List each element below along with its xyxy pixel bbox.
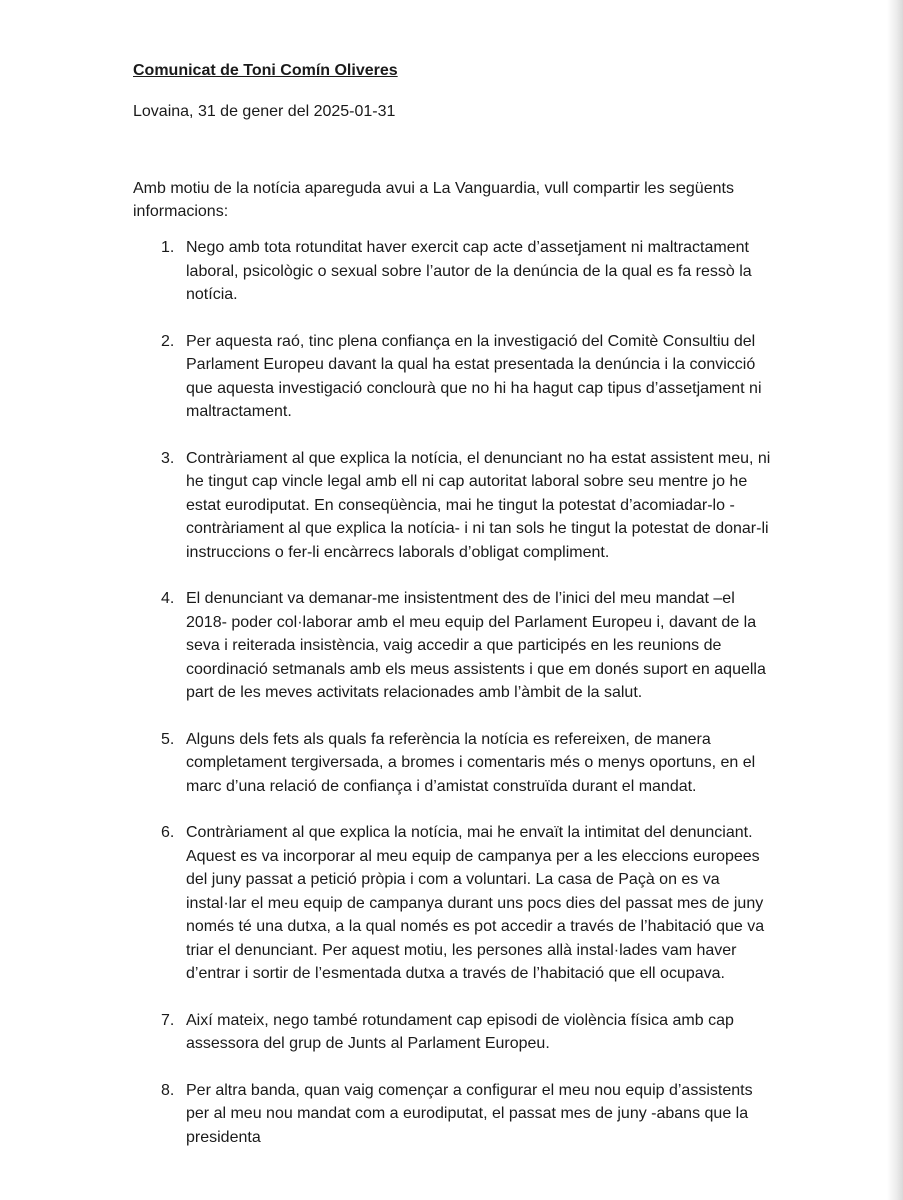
intro-paragraph: Amb motiu de la notícia apareguda avui a La Vanguardia, vull compartir les següents informacions:	[133, 180, 734, 220]
list-item-number: 4.	[161, 590, 175, 607]
dateline: Lovaina, 31 de gener del 2025-01-31	[133, 103, 396, 120]
list-item	[133, 236, 773, 307]
list-item	[133, 1009, 773, 1056]
list-item-number: 7.	[161, 1011, 175, 1029]
list-item-number: 5.	[161, 730, 175, 748]
list-item-number: 6.	[161, 824, 175, 841]
document-title: Comunicat de Toni Comín Oliveres	[133, 62, 398, 79]
list-item-text: Contràriament al que explica la notícia, el denunciant no ha estat assistent meu, ni he tingut cap vincle legal amb ell ni cap autoritat laboral sobre seu mentre jo he estat eurodiputat. En conseqüència, mai he tingut la potestat d’acomiadar-lo -contràriament al que explica la notícia- i ni tan sols he tingut la potestat de donar-li instruccions o fer-li encàrrecs laborals d’obligat compliment.	[186, 449, 771, 561]
list-item-text: Per altra banda, quan vaig començar a configurar el meu nou equip d’assistents per al meu nou mandat com a eurodiputat, el passat mes de juny -abans que la presidenta	[186, 1081, 753, 1146]
list-item-number: 3.	[161, 449, 175, 467]
list-item-number: 8.	[161, 1081, 175, 1099]
list-item	[133, 728, 773, 799]
list-item	[133, 821, 773, 986]
page-edge-shadow	[887, 0, 903, 1200]
statement-list	[133, 236, 773, 1172]
list-item	[133, 587, 773, 705]
list-item-text: Alguns dels fets als quals fa referència la notícia es refereixen, de manera completament tergiversada, a bromes i comentaris més o menys oportuns, en el marc d’una relació de confiança i d’amistat construïda durant el mandat.	[186, 730, 756, 795]
list-item-text: Així mateix, nego també rotundament cap episodi de violència física amb cap assessora del grup de Junts al Parlament Europeu.	[186, 1011, 734, 1052]
list-item-text: Nego amb tota rotunditat haver exercit cap acte d’assetjament ni maltractament laboral, psicològic o sexual sobre l’autor de la denúncia de la qual es fa ressò la notícia.	[186, 239, 752, 303]
list-item-text: Contràriament al que explica la notícia, mai he envaït la intimitat del denunciant. Aquest es va incorporar al meu equip de campanya per a les eleccions europees del juny passat a petició pròpia i com a voluntari. La casa de Paçà on es va instal·lar el meu equip de campanya durant uns pocs dies del passat mes de juny només té una dutxa, a la qual només es pot accedir a través de l’habitació que va triar el denunciant. Per aquest motiu, les persones allà instal·lades vam haver d’entrar i sortir de l’esmentada dutxa a través de l’habitació que ell ocupava.	[186, 824, 765, 982]
list-item-text: El denunciant va demanar-me insistentment des de l’inici del meu mandat –el 2018- poder col·laborar amb el meu equip del Parlament Europeu i, davant de la seva i reiterada insistència, vaig accedir a que participés en les reunions de coordinació setmanals amb els meus assistents i que em donés suport en aquella part de les meves activitats relacionades amb l’àmbit de la salut.	[186, 590, 766, 701]
list-item-number: 1.	[161, 239, 175, 256]
list-item	[133, 1079, 773, 1150]
list-item	[133, 330, 773, 424]
list-item	[133, 447, 773, 565]
list-item-number: 2.	[161, 332, 175, 350]
list-item-text: Per aquesta raó, tinc plena confiança en la investigació del Comitè Consultiu del Parlament Europeu davant la qual ha estat presentada la denúncia i la convicció que aquesta investigació conclourà que no hi ha hagut cap tipus d’assetjament ni maltractament.	[186, 332, 762, 420]
